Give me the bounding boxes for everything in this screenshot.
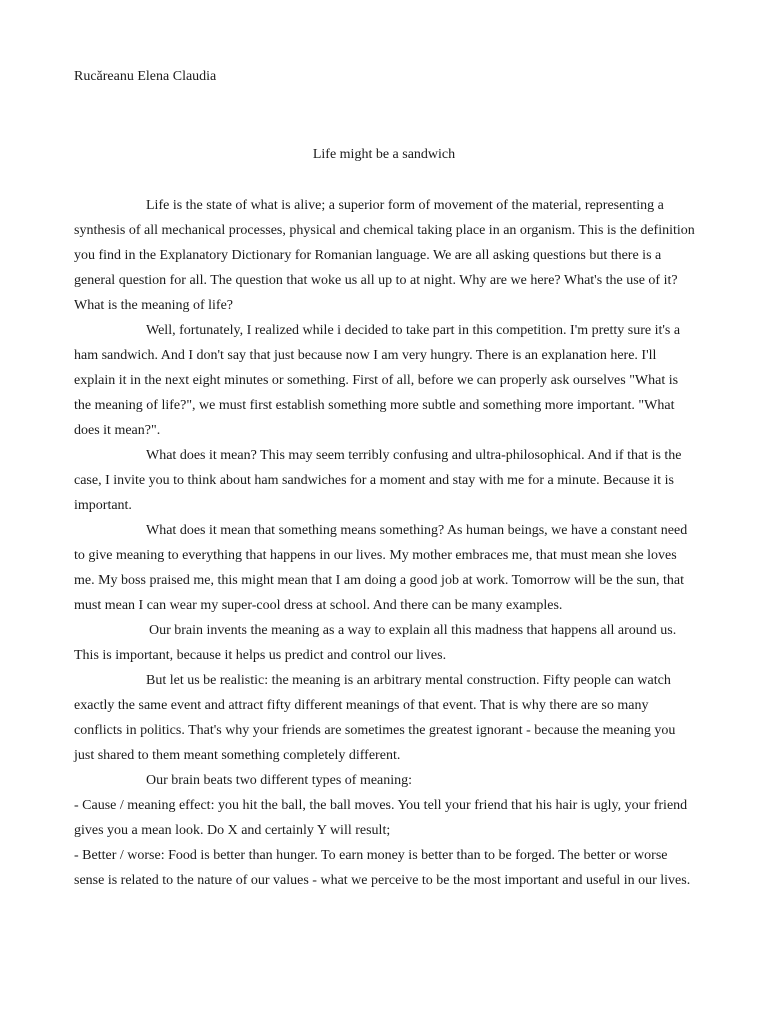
paragraph-ham-sandwich: Well, fortunately, I realized while i decided to take part in this competition. I'm pretty sure it's a ham sandwich. And I don't say that just because now I am very hungry. There is an explanation here. I'll explain it in the next eight minutes or something. First of all, before we can properly ask ourselves "What is the meaning of life?", we must first establish something more subtle and something more important. "What does it mean?". [74, 323, 681, 438]
document-body [74, 193, 696, 893]
list-item-better-worse: - Better / worse: Food is better than hunger. To earn money is better than to be forged. The better or worse sense is related to the nature of our values - what we perceive to be the most important and useful in our lives. [74, 848, 691, 888]
paragraph-means-something: What does it mean that something means something? As human beings, we have a constant need to give meaning to everything that happens in our lives. My mother embraces me, that must mean she loves me. My boss praised me, this might mean that I am doing a good job at work. Tomorrow will be the sun, that must mean I can wear my super-cool dress at school. And there can be many examples. [74, 523, 688, 613]
paragraph-definition: Life is the state of what is alive; a superior form of movement of the material, representing a synthesis of all mechanical processes, physical and chemical taking place in an organism. This is the definition you find in the Explanatory Dictionary for Romanian language. We are all asking questions but there is a general question for all. The question that woke us all up to at night. Why are we here? What's the use of it? What is the meaning of life? [74, 198, 695, 313]
paragraph-two-types: Our brain beats two different types of meaning: [146, 773, 413, 788]
paragraph-be-realistic: But let us be realistic: the meaning is an arbitrary mental construction. Fifty people can watch exactly the same event and attract fifty different meanings of that event. That is why there are so many conflicts in politics. That's why your friends are sometimes the greatest ignorant - because the meaning you just shared to them meant something completely different. [74, 673, 676, 763]
paragraph-what-does-it-mean: What does it mean? This may seem terribly confusing and ultra-philosophical. And if that is the case, I invite you to think about ham sandwiches for a moment and stay with me for a minute. Because it is important. [74, 448, 682, 513]
list-item-cause-effect: - Cause / meaning effect: you hit the ball, the ball moves. You tell your friend that his hair is ugly, your friend gives you a mean look. Do X and certainly Y will result; [74, 798, 688, 838]
document-title: Life might be a sandwich [312, 147, 456, 162]
author-name: Rucăreanu Elena Claudia [74, 69, 217, 84]
paragraph-brain-invents: Our brain invents the meaning as a way to explain all this madness that happens all around us. This is important, because it helps us predict and control our lives. [74, 623, 677, 663]
